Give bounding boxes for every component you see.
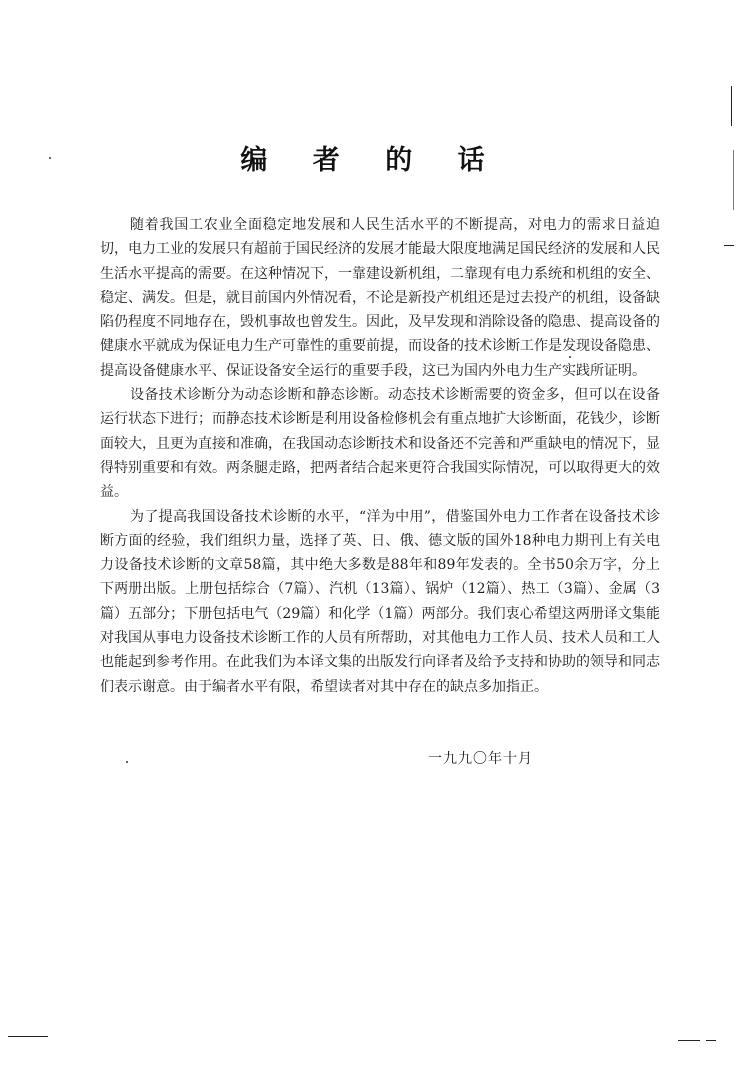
scan-dot-right [569,356,571,358]
scan-dot-mid [126,761,128,763]
scan-mark-right-mid [733,150,734,210]
scan-mark-bottom-left [8,1036,48,1037]
body-text [100,213,660,699]
paragraph-1: 随着我国工农业全面稳定地发展和人民生活水平的不断提高，对电力的需求日益迫切，电力工业的发展只有超前于国民经济的发展才能最大限度地满足国民经济的发展和人民生活水平提高的需要。在这种情况下，一靠建设新机组，二靠现有电力系统和机组的安全、稳定、满发。但是，就目前国内外情况看，不论是新投产机组还是过去投产的机组，设备缺陷仍程度不同地存在，毁机事故也曾发生。因此，及早发现和消除设备的隐患、提高设备的健康水平就成为保证电力生产可靠性的重要前提，而设备的技术诊断工作是发现设备隐患、提高设备健康水平、保证设备安全运行的重要手段，这已为国内外电力生产实践所证明。 [100,217,660,379]
scan-mark-right-hook [724,245,734,246]
scan-mark-bottom-right [678,1040,700,1041]
paragraph-2: 设备技术诊断分为动态诊断和静态诊断。动态技术诊断需要的资金多，但可以在设备运行状态下进行；而静态技术诊断是利用设备检修机会有重点地扩大诊断面，花钱少，诊断面较大，且更为直接和准确，在我国动态诊断技术和设备还不完善和严重缺电的情况下，显得特别重要和有效。两条腿走路，把两者结合起来更符合我国实际情况，可以取得更大的效益。 [100,387,660,501]
date-signature: 一九九〇年十月 [428,751,533,767]
paragraph-3: 为了提高我国设备技术诊断的水平，“洋为中用”，借鉴国外电力工作者在设备技术诊断方面的经验，我们组织力量，选择了英、日、俄、德文版的国外18种电力期刊上有关电力设备技术诊断的文章58篇，其中绝大多数是88年和89年发表的。全书50余万字，分上下两册出版。上册包括综合（7篇）、汽机（13篇）、锅炉（12篇）、热工（3篇）、金属（3篇）五部分；下册包括电气（29篇）和化学（1篇）两部分。我们衷心希望这两册译文集能对我国从事电力设备技术诊断工作的人员有所帮助，对其他电力工作人员、技术人员和工人也能起到参考作用。在此我们为本译文集的出版发行向译者及给予支持和协助的领导和同志们表示谢意。由于编者水平有限，希望读者对其中存在的缺点多加指正。 [100,508,660,695]
scan-mark-right-top [731,86,732,126]
scan-dot-left [49,157,51,159]
scan-mark-bottom-right-2 [706,1040,716,1041]
page-title: 编 者 的 话 [240,145,503,176]
